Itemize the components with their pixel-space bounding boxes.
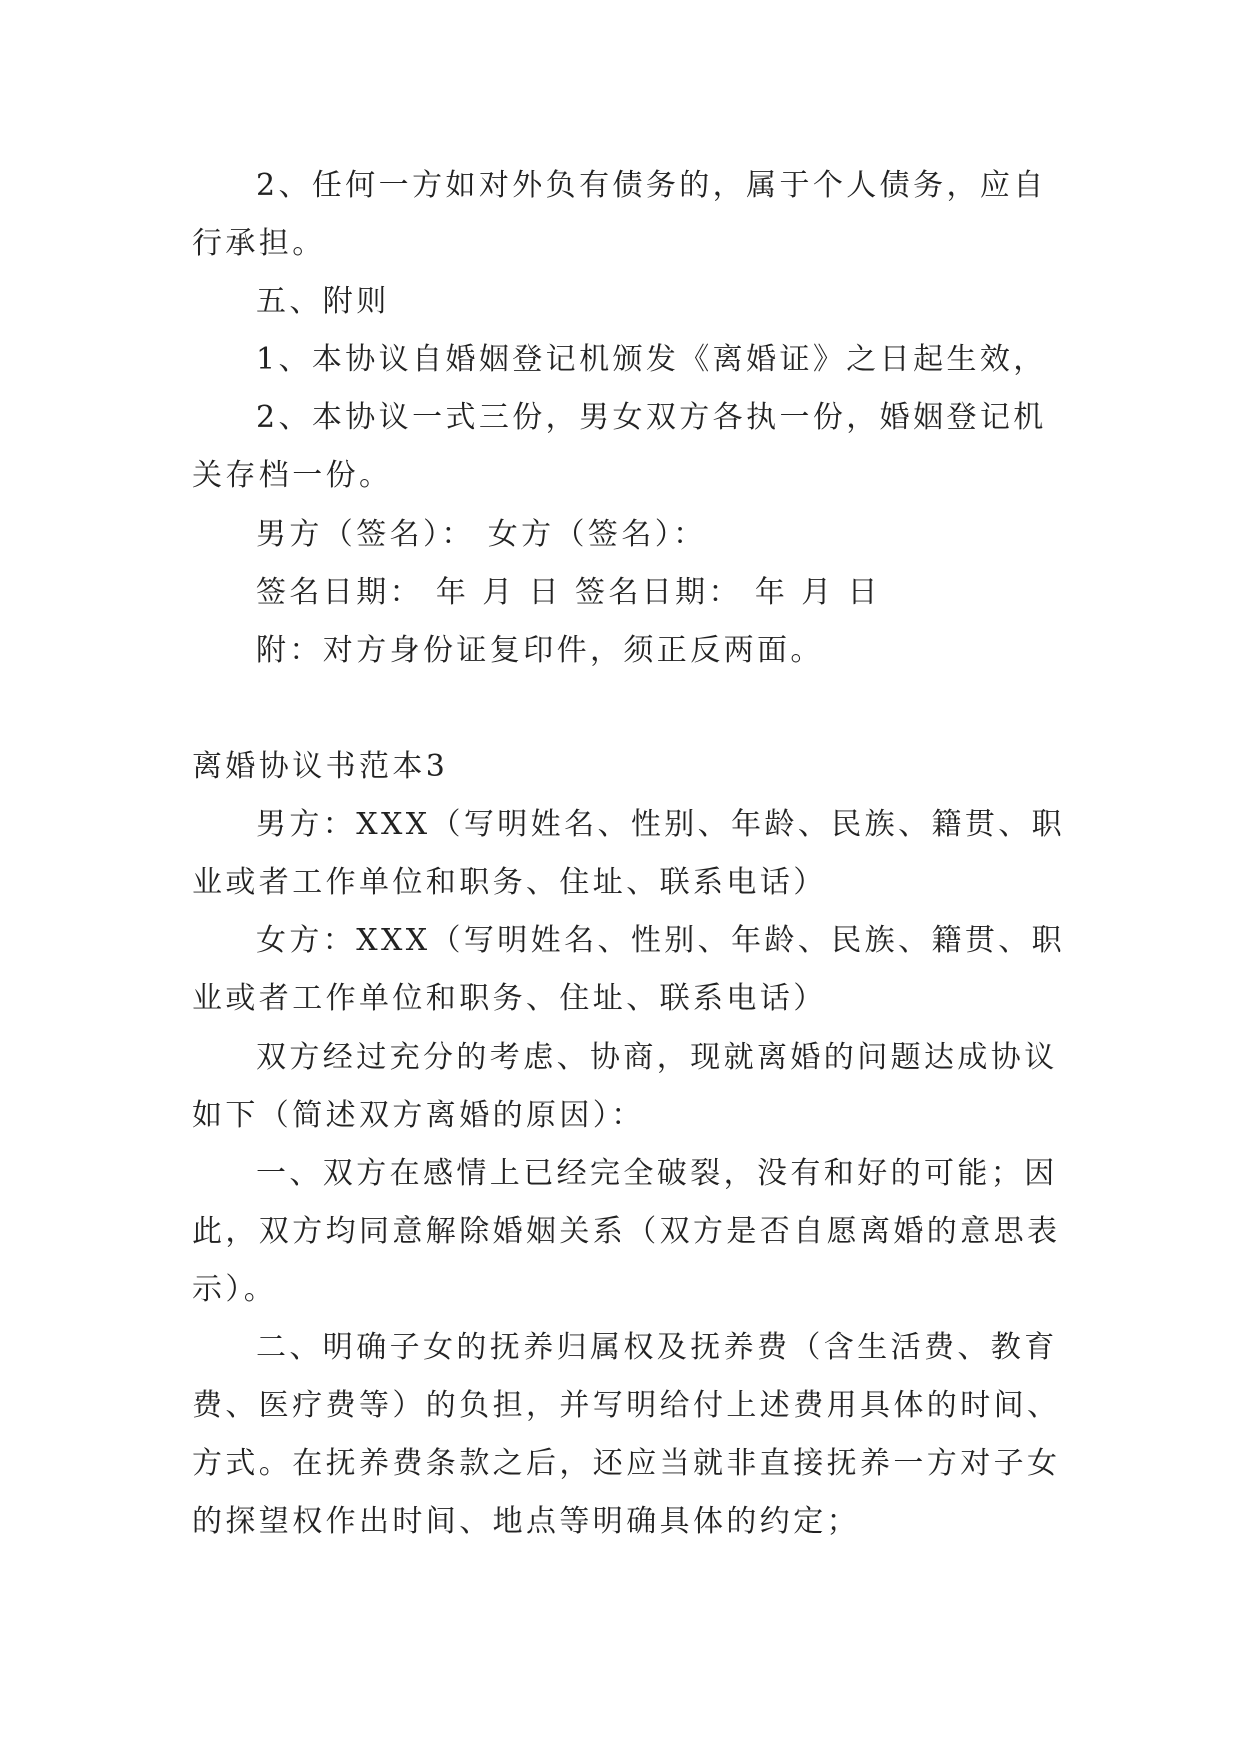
document-title: 离婚协议书范本3 <box>192 749 449 784</box>
paragraph-copies: 2、本协议一式三份，男女双方各执一份，婚姻登记机 <box>256 400 1047 435</box>
signature-line: 男方（签名）： 女方（签名）： <box>256 517 707 552</box>
paragraph-effective-date: 1、本协议自婚姻登记机颁发《离婚证》之日起生效， <box>256 342 1047 377</box>
paragraph-male-party: 男方：XXX（写明姓名、性别、年龄、民族、籍贯、职 <box>256 807 1066 842</box>
paragraph-debt-clause-cont: 行承担。 <box>192 226 326 261</box>
section-heading-supplementary: 五、附则 <box>256 284 390 319</box>
paragraph-female-party-cont: 业或者工作单位和职务、住址、联系电话） <box>192 981 827 1016</box>
paragraph-clause-two-end: 的探望权作出时间、地点等明确具体的约定； <box>192 1504 860 1539</box>
paragraph-female-party: 女方：XXX（写明姓名、性别、年龄、民族、籍贯、职 <box>256 923 1066 958</box>
paragraph-clause-one: 一、双方在感情上已经完全破裂，没有和好的可能；因 <box>256 1156 1058 1191</box>
paragraph-clause-two-cont: 费、医疗费等）的负担，并写明给付上述费用具体的时间、 <box>192 1388 1061 1423</box>
paragraph-clause-one-cont: 此，双方均同意解除婚姻关系（双方是否自愿离婚的意思表 <box>192 1214 1061 1249</box>
paragraph-debt-clause: 2、任何一方如对外负有债务的，属于个人债务，应自 <box>256 168 1047 203</box>
attachment-note: 附：对方身份证复印件，须正反两面。 <box>256 633 824 668</box>
paragraph-agreement-intro-cont: 如下（简述双方离婚的原因）： <box>192 1098 645 1133</box>
paragraph-clause-one-end: 示）。 <box>192 1272 278 1307</box>
paragraph-agreement-intro: 双方经过充分的考虑、协商，现就离婚的问题达成协议 <box>256 1040 1058 1075</box>
paragraph-male-party-cont: 业或者工作单位和职务、住址、联系电话） <box>192 865 827 900</box>
paragraph-clause-two-cont2: 方式。在抚养费条款之后，还应当就非直接抚养一方对子女 <box>192 1446 1061 1481</box>
paragraph-clause-two: 二、明确子女的抚养归属权及抚养费（含生活费、教育 <box>256 1330 1058 1365</box>
signature-date-line: 签名日期： 年 月 日 签名日期： 年 月 日 <box>256 575 881 610</box>
paragraph-copies-cont: 关存档一份。 <box>192 458 393 493</box>
